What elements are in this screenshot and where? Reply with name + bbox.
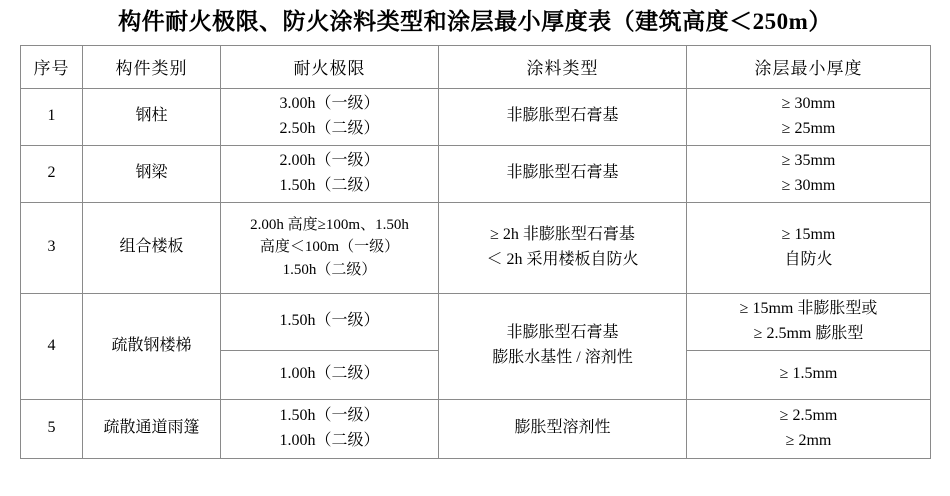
thickness-line: ≥ 15mm <box>781 225 836 243</box>
row-number: 2 <box>21 145 83 202</box>
thickness-line: ≥ 1.5mm <box>779 365 838 383</box>
thickness-line: ≥ 25mm <box>781 119 836 137</box>
component-name: 组合楼板 <box>83 202 221 293</box>
limit-line: 1.00h（二级） <box>279 365 380 383</box>
component-name: 钢梁 <box>83 145 221 202</box>
limit-line: 2.00h 高度≥100m、1.50h <box>250 216 409 233</box>
component-name: 钢柱 <box>83 88 221 145</box>
coating-thickness <box>687 293 931 350</box>
coating-type <box>439 293 687 399</box>
coating-line: 非膨胀型石膏基 <box>506 107 619 125</box>
row-number: 5 <box>21 399 83 458</box>
limit-line: 1.50h（二级） <box>282 261 377 278</box>
coating-line: ＜ 2h 采用楼板自防火 <box>486 250 639 268</box>
component-name: 疏散钢楼梯 <box>83 293 221 399</box>
table-row <box>21 202 931 293</box>
limit-line: 1.50h（二级） <box>279 176 380 194</box>
header-cell-limit: 耐火极限 <box>221 45 439 88</box>
limit-line: 1.00h（二级） <box>279 431 380 449</box>
coating-type <box>439 202 687 293</box>
coating-thickness <box>687 202 931 293</box>
coating-thickness <box>687 145 931 202</box>
table-header <box>21 45 931 88</box>
thickness-line: ≥ 30mm <box>781 176 836 194</box>
table-body <box>21 88 931 458</box>
table-row <box>21 88 931 145</box>
thickness-line: ≥ 2.5mm <box>779 406 838 424</box>
thickness-line: ≥ 30mm <box>781 94 836 112</box>
coating-line: ≥ 2h 非膨胀型石膏基 <box>490 225 635 243</box>
fire-resistance-limit <box>221 88 439 145</box>
coating-line: 非膨胀型石膏基 <box>506 164 619 182</box>
table-header-row <box>21 45 931 88</box>
limit-line: 3.00h（一级） <box>279 94 380 112</box>
row-number: 4 <box>21 293 83 399</box>
thickness-line: ≥ 35mm <box>781 151 836 169</box>
fire-resistance-limit <box>221 145 439 202</box>
table-row <box>21 399 931 458</box>
coating-line: 非膨胀型石膏基 <box>506 324 619 342</box>
coating-line: 膨胀水基性 / 溶剂性 <box>492 349 633 367</box>
limit-line: 1.50h（一级） <box>279 406 380 424</box>
fire-resistance-limit <box>221 293 439 350</box>
coating-type <box>439 145 687 202</box>
header-cell-component: 构件类别 <box>83 45 221 88</box>
limit-line: 2.50h（二级） <box>279 119 380 137</box>
coating-type <box>439 88 687 145</box>
header-cell-thickness: 涂层最小厚度 <box>687 45 931 88</box>
table-row <box>21 293 931 350</box>
fire-resistance-limit <box>221 350 439 399</box>
row-number: 3 <box>21 202 83 293</box>
fire-resistance-table <box>20 45 931 459</box>
fire-resistance-limit <box>221 399 439 458</box>
header-cell-coating: 涂料类型 <box>439 45 687 88</box>
thickness-line: ≥ 2mm <box>785 431 832 449</box>
fire-resistance-limit <box>221 202 439 293</box>
row-number: 1 <box>21 88 83 145</box>
header-cell-no: 序号 <box>21 45 83 88</box>
component-name: 疏散通道雨篷 <box>83 399 221 458</box>
coating-line: 膨胀型溶剂性 <box>514 419 611 437</box>
limit-line: 高度＜100m（一级） <box>259 239 400 256</box>
thickness-line: ≥ 2.5mm 膨胀型 <box>753 324 864 342</box>
thickness-line: 自防火 <box>784 250 833 268</box>
coating-type <box>439 399 687 458</box>
coating-thickness <box>687 88 931 145</box>
coating-thickness <box>687 350 931 399</box>
limit-line: 1.50h（一级） <box>279 312 380 330</box>
table-row <box>21 145 931 202</box>
page-title: 构件耐火极限、防火涂料类型和涂层最小厚度表（建筑高度＜250m） <box>118 9 832 34</box>
limit-line: 2.00h（一级） <box>279 151 380 169</box>
coating-thickness <box>687 399 931 458</box>
thickness-line: ≥ 15mm 非膨胀型或 <box>739 299 878 317</box>
